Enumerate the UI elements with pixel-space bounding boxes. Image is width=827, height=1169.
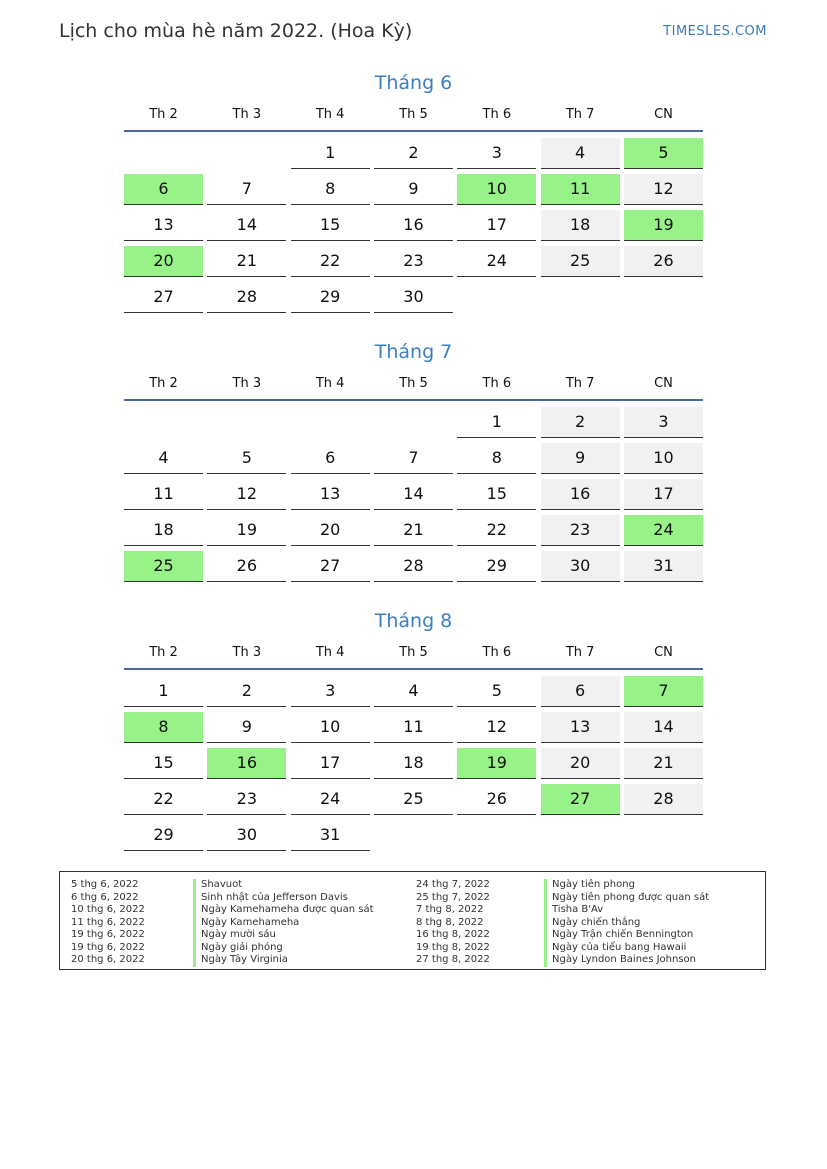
day-cell[interactable]: 8 [457,443,536,474]
legend-right-dates [416,879,490,967]
day-cell[interactable]: 2 [207,676,286,707]
day-cell[interactable]: 3 [624,407,703,438]
day-cell[interactable]: 11 [124,479,203,510]
weekday-label: Th 6 [482,376,512,391]
day-cell[interactable]: 19 [457,748,536,779]
week-row [124,281,703,317]
day-cell[interactable]: 12 [624,174,703,205]
day-cell[interactable]: 10 [457,174,536,205]
empty-day-cell [541,282,620,312]
day-cell[interactable]: 31 [291,820,370,851]
weekday-label: CN [654,645,673,660]
week-row [124,478,703,514]
weekday-label: Th 6 [482,107,512,122]
weekday-label: Th 2 [149,107,178,122]
day-cell[interactable]: 22 [457,515,536,546]
month-calendar [124,337,703,586]
day-cell[interactable]: 6 [541,676,620,707]
empty-day-cell [541,820,620,850]
empty-day-cell [124,407,203,437]
weekday-label: Th 5 [399,376,428,391]
day-cell[interactable]: 9 [207,712,286,743]
legend-holiday-name: Ngày chiến thắng [544,917,709,930]
day-cell[interactable]: 19 [207,515,286,546]
legend-date: 19 thg 8, 2022 [416,941,490,953]
week-row [124,442,703,478]
day-cell[interactable]: 2 [541,407,620,438]
weekday-label: Th 5 [399,645,428,660]
day-cell[interactable]: 21 [374,515,453,546]
weekday-header [124,104,703,130]
day-cell[interactable]: 21 [624,748,703,779]
day-cell[interactable]: 4 [541,138,620,169]
day-cell[interactable]: 15 [291,210,370,241]
day-cell[interactable]: 29 [124,820,203,851]
header-divider [124,668,703,670]
day-cell[interactable]: 28 [374,551,453,582]
day-cell[interactable]: 20 [124,246,203,277]
day-cell[interactable]: 26 [207,551,286,582]
week-row [124,137,703,173]
site-name[interactable]: TIMESLES.COM [663,24,767,39]
legend-holiday-name: Shavuot [193,879,374,892]
day-grid [124,675,703,855]
month-calendar [124,68,703,317]
legend-date: 25 thg 7, 2022 [416,891,490,903]
weekday-label: Th 4 [315,376,345,391]
legend-date: 16 thg 8, 2022 [416,929,490,940]
month-title: Tháng 7 [374,341,453,363]
day-cell[interactable]: 10 [624,443,703,474]
day-cell[interactable]: 27 [541,784,620,815]
day-cell[interactable]: 13 [124,210,203,241]
day-cell[interactable]: 22 [291,246,370,277]
weekday-label: Th 2 [149,376,178,391]
legend-holiday-name: Ngày Kamehameha [193,917,374,930]
weekday-header [124,642,703,668]
day-cell[interactable]: 12 [457,712,536,743]
week-row [124,819,703,855]
day-cell[interactable]: 16 [541,479,620,510]
day-cell[interactable]: 28 [624,784,703,815]
week-row [124,173,703,209]
day-cell[interactable]: 9 [374,174,453,205]
weekday-label: Th 2 [149,645,178,660]
day-cell[interactable]: 6 [124,174,203,205]
day-cell[interactable]: 5 [207,443,286,474]
day-cell[interactable]: 15 [457,479,536,510]
day-cell[interactable]: 30 [541,551,620,582]
legend-date: 6 thg 6, 2022 [71,891,139,903]
day-cell[interactable]: 13 [541,712,620,743]
weekday-label: Th 7 [565,645,595,660]
day-cell[interactable]: 2 [374,138,453,169]
day-cell[interactable]: 4 [374,676,453,707]
empty-day-cell [374,407,453,437]
day-cell[interactable]: 28 [207,282,286,313]
holiday-legend [59,871,766,970]
day-cell[interactable]: 29 [291,282,370,313]
weekday-label: Th 3 [232,107,262,122]
header-divider [124,130,703,132]
empty-day-cell [624,820,703,850]
day-cell[interactable]: 20 [291,515,370,546]
day-cell[interactable]: 7 [207,174,286,205]
day-cell[interactable]: 29 [457,551,536,582]
empty-day-cell [624,282,703,312]
week-row [124,675,703,711]
day-cell[interactable]: 24 [457,246,536,277]
day-cell[interactable]: 7 [624,676,703,707]
legend-date: 24 thg 7, 2022 [416,879,490,890]
legend-holiday-name: Ngày Lyndon Baines Johnson [544,954,709,967]
legend-holiday-name: Ngày mười sáu [193,929,374,942]
day-grid [124,406,703,586]
day-cell[interactable]: 24 [291,784,370,815]
week-row [124,747,703,783]
day-cell[interactable]: 16 [374,210,453,241]
day-cell[interactable]: 7 [374,443,453,474]
day-cell[interactable]: 1 [457,407,536,438]
day-cell[interactable]: 16 [207,748,286,779]
empty-day-cell [457,820,536,850]
day-cell[interactable]: 17 [291,748,370,779]
day-cell[interactable]: 27 [291,551,370,582]
day-cell[interactable]: 26 [457,784,536,815]
day-cell[interactable]: 5 [624,138,703,169]
empty-day-cell [207,407,286,437]
empty-day-cell [124,138,203,168]
weekday-label: Th 7 [565,376,595,391]
weekday-label: Th 6 [482,645,512,660]
legend-holiday-name: Ngày tiên phong [544,879,709,892]
day-cell[interactable]: 23 [207,784,286,815]
day-cell[interactable]: 31 [624,551,703,582]
legend-left-dates [71,879,145,967]
day-cell[interactable]: 12 [207,479,286,510]
legend-right-names [544,879,709,967]
legend-holiday-name: Sinh nhật của Jefferson Davis [193,892,374,905]
weekday-label: Th 4 [315,107,345,122]
day-cell[interactable]: 26 [624,246,703,277]
month-title: Tháng 8 [374,610,453,632]
day-cell[interactable]: 1 [124,676,203,707]
legend-holiday-name: Ngày giải phóng [193,942,374,955]
week-row [124,550,703,586]
weekday-label: Th 3 [232,645,262,660]
day-cell[interactable]: 14 [624,712,703,743]
day-cell[interactable]: 20 [541,748,620,779]
page-title: Lịch cho mùa hè năm 2022. (Hoa Kỳ) [59,20,413,42]
day-cell[interactable]: 6 [291,443,370,474]
day-cell[interactable]: 24 [624,515,703,546]
day-cell[interactable]: 23 [374,246,453,277]
day-cell[interactable]: 11 [374,712,453,743]
legend-date: 27 thg 8, 2022 [416,954,490,965]
legend-left-names [193,879,374,967]
legend-date: 10 thg 6, 2022 [71,904,145,915]
weekday-label: Th 5 [399,107,428,122]
day-cell[interactable]: 8 [291,174,370,205]
legend-holiday-name: Ngày của tiểu bang Hawaii [544,942,709,955]
week-row [124,514,703,550]
day-cell[interactable]: 25 [124,551,203,582]
weekday-header [124,373,703,399]
day-cell[interactable]: 17 [457,210,536,241]
day-cell[interactable]: 14 [207,210,286,241]
legend-holiday-name: Ngày tiên phong được quan sát [544,892,709,905]
day-cell[interactable]: 17 [624,479,703,510]
week-row [124,245,703,281]
empty-day-cell [291,407,370,437]
legend-holiday-name: Tisha B'Av [544,904,709,917]
day-cell[interactable]: 30 [374,282,453,313]
month-calendar [124,606,703,855]
week-row [124,406,703,442]
legend-date: 11 thg 6, 2022 [71,916,145,928]
day-cell[interactable]: 19 [624,210,703,241]
legend-holiday-name: Ngày Kamehameha được quan sát [193,904,374,917]
weekday-label: Th 4 [315,645,345,660]
day-cell[interactable]: 10 [291,712,370,743]
legend-holiday-name: Ngày Trận chiến Bennington [544,929,709,942]
day-cell[interactable]: 23 [541,515,620,546]
week-row [124,711,703,747]
empty-day-cell [374,820,453,850]
legend-date: 7 thg 8, 2022 [416,904,484,915]
legend-date: 19 thg 6, 2022 [71,929,145,940]
empty-day-cell [207,138,286,168]
weekday-label: CN [654,107,673,122]
day-cell[interactable]: 8 [124,712,203,743]
day-cell[interactable]: 21 [207,246,286,277]
day-cell[interactable]: 15 [124,748,203,779]
day-cell[interactable]: 18 [541,210,620,241]
empty-day-cell [457,282,536,312]
legend-date: 20 thg 6, 2022 [71,954,145,965]
day-cell[interactable]: 22 [124,784,203,815]
weekday-label: CN [654,376,673,391]
day-cell[interactable]: 5 [457,676,536,707]
day-cell[interactable]: 30 [207,820,286,851]
day-cell[interactable]: 25 [374,784,453,815]
day-cell[interactable]: 25 [541,246,620,277]
day-cell[interactable]: 9 [541,443,620,474]
legend-date: 19 thg 6, 2022 [71,941,145,953]
day-cell[interactable]: 1 [291,138,370,169]
day-cell[interactable]: 18 [124,515,203,546]
header-divider [124,399,703,401]
day-cell[interactable]: 4 [124,443,203,474]
day-cell[interactable]: 11 [541,174,620,205]
day-cell[interactable]: 18 [374,748,453,779]
weekday-label: Th 7 [565,107,595,122]
legend-holiday-name: Ngày Tây Virginia [193,954,374,967]
day-cell[interactable]: 13 [291,479,370,510]
week-row [124,783,703,819]
legend-date: 5 thg 6, 2022 [71,879,139,890]
day-cell[interactable]: 3 [291,676,370,707]
day-grid [124,137,703,317]
weekday-label: Th 3 [232,376,262,391]
day-cell[interactable]: 14 [374,479,453,510]
legend-date: 8 thg 8, 2022 [416,916,484,928]
day-cell[interactable]: 27 [124,282,203,313]
week-row [124,209,703,245]
day-cell[interactable]: 3 [457,138,536,169]
month-title: Tháng 6 [374,72,453,94]
